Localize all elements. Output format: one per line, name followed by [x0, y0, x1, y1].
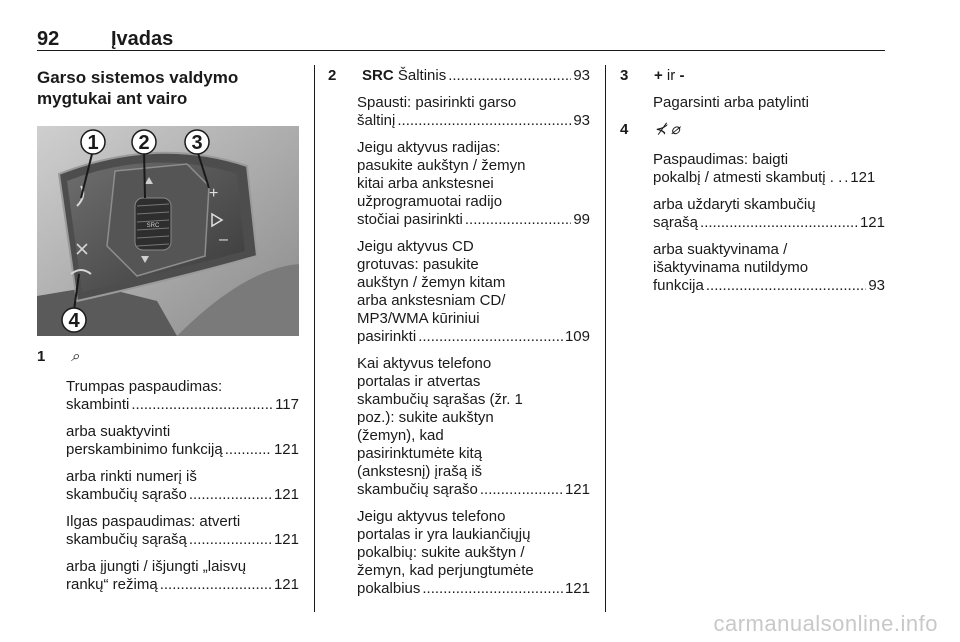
text-line: kitai arba ankstesnei — [357, 175, 494, 192]
text-line: arba suaktyvinama / — [653, 241, 788, 258]
page-ref: 121 — [273, 441, 299, 458]
text-line: arba įjungti / išjungti „laisvų — [66, 558, 247, 575]
plus-label: + — [654, 67, 663, 84]
index-line — [653, 169, 885, 187]
item-4 — [620, 121, 885, 139]
index-text: Šaltinis — [397, 67, 447, 84]
index-text: pokalbį / atmesti skambutį . . — [653, 169, 843, 186]
index-text: stočiai pasirinkti — [357, 211, 463, 228]
index-line — [357, 580, 590, 598]
callout-2 — [132, 130, 156, 154]
callout-3 — [185, 130, 209, 154]
page-ref: 121 — [564, 580, 590, 597]
item-number: 1 — [37, 348, 46, 365]
svg-text:3: 3 — [191, 132, 203, 154]
page-ref: 99 — [573, 211, 590, 228]
page-ref: 121 — [273, 576, 299, 593]
svg-text:4: 4 — [68, 310, 80, 332]
index-line — [357, 211, 590, 229]
index-line — [357, 481, 590, 499]
connector-text: ir — [662, 67, 680, 84]
callout-4 — [62, 308, 86, 332]
index-line — [357, 112, 590, 130]
page-ref: 121 — [564, 481, 590, 498]
index-text: skambučių sąrašo — [66, 486, 187, 503]
page-ref: 121 — [859, 214, 885, 231]
svg-text:1: 1 — [87, 132, 99, 154]
page-ref: 117 — [275, 396, 299, 413]
page-header — [37, 28, 885, 52]
index-text: pasirinkti — [357, 328, 417, 345]
index-text: sąrašą — [653, 214, 699, 231]
text-line: (žemyn), kad — [357, 427, 444, 444]
index-text: pokalbius — [357, 580, 421, 597]
index-text: skambinti — [66, 396, 130, 413]
index-text: rankų“ režimą — [66, 576, 158, 593]
minus-label: - — [679, 67, 685, 84]
index-line — [66, 441, 299, 459]
mute-hangup-icon: ⊀ ⌀ — [654, 121, 680, 138]
column-divider-1 — [314, 65, 315, 612]
index-text: skambučių sąrašo — [357, 481, 478, 498]
phone-icon: ⌕ — [71, 348, 80, 365]
section-title-line: Garso sistemos valdymo — [37, 68, 239, 87]
text-line: portalas ir atvertas — [357, 373, 481, 390]
index-text: šaltinį — [357, 112, 396, 129]
item-2 — [328, 67, 590, 85]
index-line — [357, 328, 590, 346]
text-line: arba suaktyvinti — [66, 423, 171, 440]
text-line: užprogramuotai radijo — [357, 193, 503, 210]
index-line — [66, 531, 299, 549]
index-line — [653, 277, 885, 295]
index-line — [66, 396, 299, 414]
page-ref: 109 — [564, 328, 590, 345]
item-number: 3 — [620, 67, 629, 84]
text-line: pokalbių: sukite aukštyn / — [357, 544, 525, 561]
index-text: perskambinimo funkciją — [66, 441, 223, 458]
text-line: Paspaudimas: baigti — [653, 151, 789, 168]
text-line: Pagarsinti arba patylinti — [653, 94, 809, 111]
column-3 — [620, 67, 885, 295]
index-text: funkcija — [653, 277, 704, 294]
text-line: grotuvas: pasukite — [357, 256, 479, 273]
section-title — [37, 67, 238, 109]
text-line: Kai aktyvus telefono — [357, 355, 492, 372]
item-1 — [37, 348, 299, 366]
src-label: SRC — [146, 223, 160, 229]
text-line: poz.): sukite aukštyn — [357, 409, 494, 426]
text-line: pasirinktumėte kitą — [357, 445, 483, 462]
text-line: (ankstesnį) įrašą iš — [357, 463, 483, 480]
index-text: skambučių sąrašą — [66, 531, 187, 548]
section-title-line: mygtukai ant vairo — [37, 89, 188, 108]
column-divider-2 — [605, 65, 606, 612]
page-ref: 93 — [573, 112, 590, 129]
text-line: MP3/WMA kūriniui — [357, 310, 480, 327]
text-line: Jeigu aktyvus CD — [357, 238, 474, 255]
index-line — [653, 214, 885, 232]
column-1 — [37, 348, 299, 594]
src-label: SRC — [362, 67, 394, 84]
text-line: žemyn, kad perjungtumėte — [357, 562, 534, 579]
column-2 — [328, 67, 590, 598]
page-ref: 93 — [868, 277, 885, 294]
index-line — [66, 486, 299, 504]
item-3 — [620, 67, 885, 85]
text-line: pasukite aukštyn / žemyn — [357, 157, 526, 174]
text-line: Jeigu aktyvus telefono — [357, 508, 506, 525]
text-line: skambučių sąrašas (žr. 1 — [357, 391, 523, 408]
svg-text:2: 2 — [138, 132, 150, 154]
text-line: aukštyn / žemyn kitam — [357, 274, 506, 291]
item-number: 2 — [328, 67, 337, 84]
svg-text:+: + — [209, 185, 219, 202]
page-number: 92 — [37, 28, 60, 50]
chapter-title: Įvadas — [111, 28, 174, 50]
item-number: 4 — [620, 121, 629, 138]
text-line: arba ankstesniam CD/ — [357, 292, 506, 309]
page-ref: 121 — [850, 169, 876, 186]
text-line: arba rinkti numerį iš — [66, 468, 197, 485]
page-ref: 121 — [273, 486, 299, 503]
page-ref: 121 — [273, 531, 299, 548]
header-rule — [37, 50, 885, 51]
text-line: Jeigu aktyvus radijas: — [357, 139, 501, 156]
index-line — [66, 576, 299, 594]
text-line: arba uždaryti skambučių — [653, 196, 816, 213]
text-line: Trumpas paspaudimas: — [66, 378, 223, 395]
svg-text:–: – — [219, 231, 228, 248]
text-line: portalas ir yra laukiančiųjų — [357, 526, 531, 543]
text-line: išaktyvinama nutildymo — [653, 259, 809, 276]
text-line: Spausti: pasirinkti garso — [357, 94, 517, 111]
watermark: carmanualsonline.info — [713, 611, 938, 636]
text-line: Ilgas paspaudimas: atverti — [66, 513, 241, 530]
callout-1 — [81, 130, 105, 154]
steering-wheel-controls-photo — [37, 126, 299, 336]
page-ref: 93 — [573, 67, 590, 84]
